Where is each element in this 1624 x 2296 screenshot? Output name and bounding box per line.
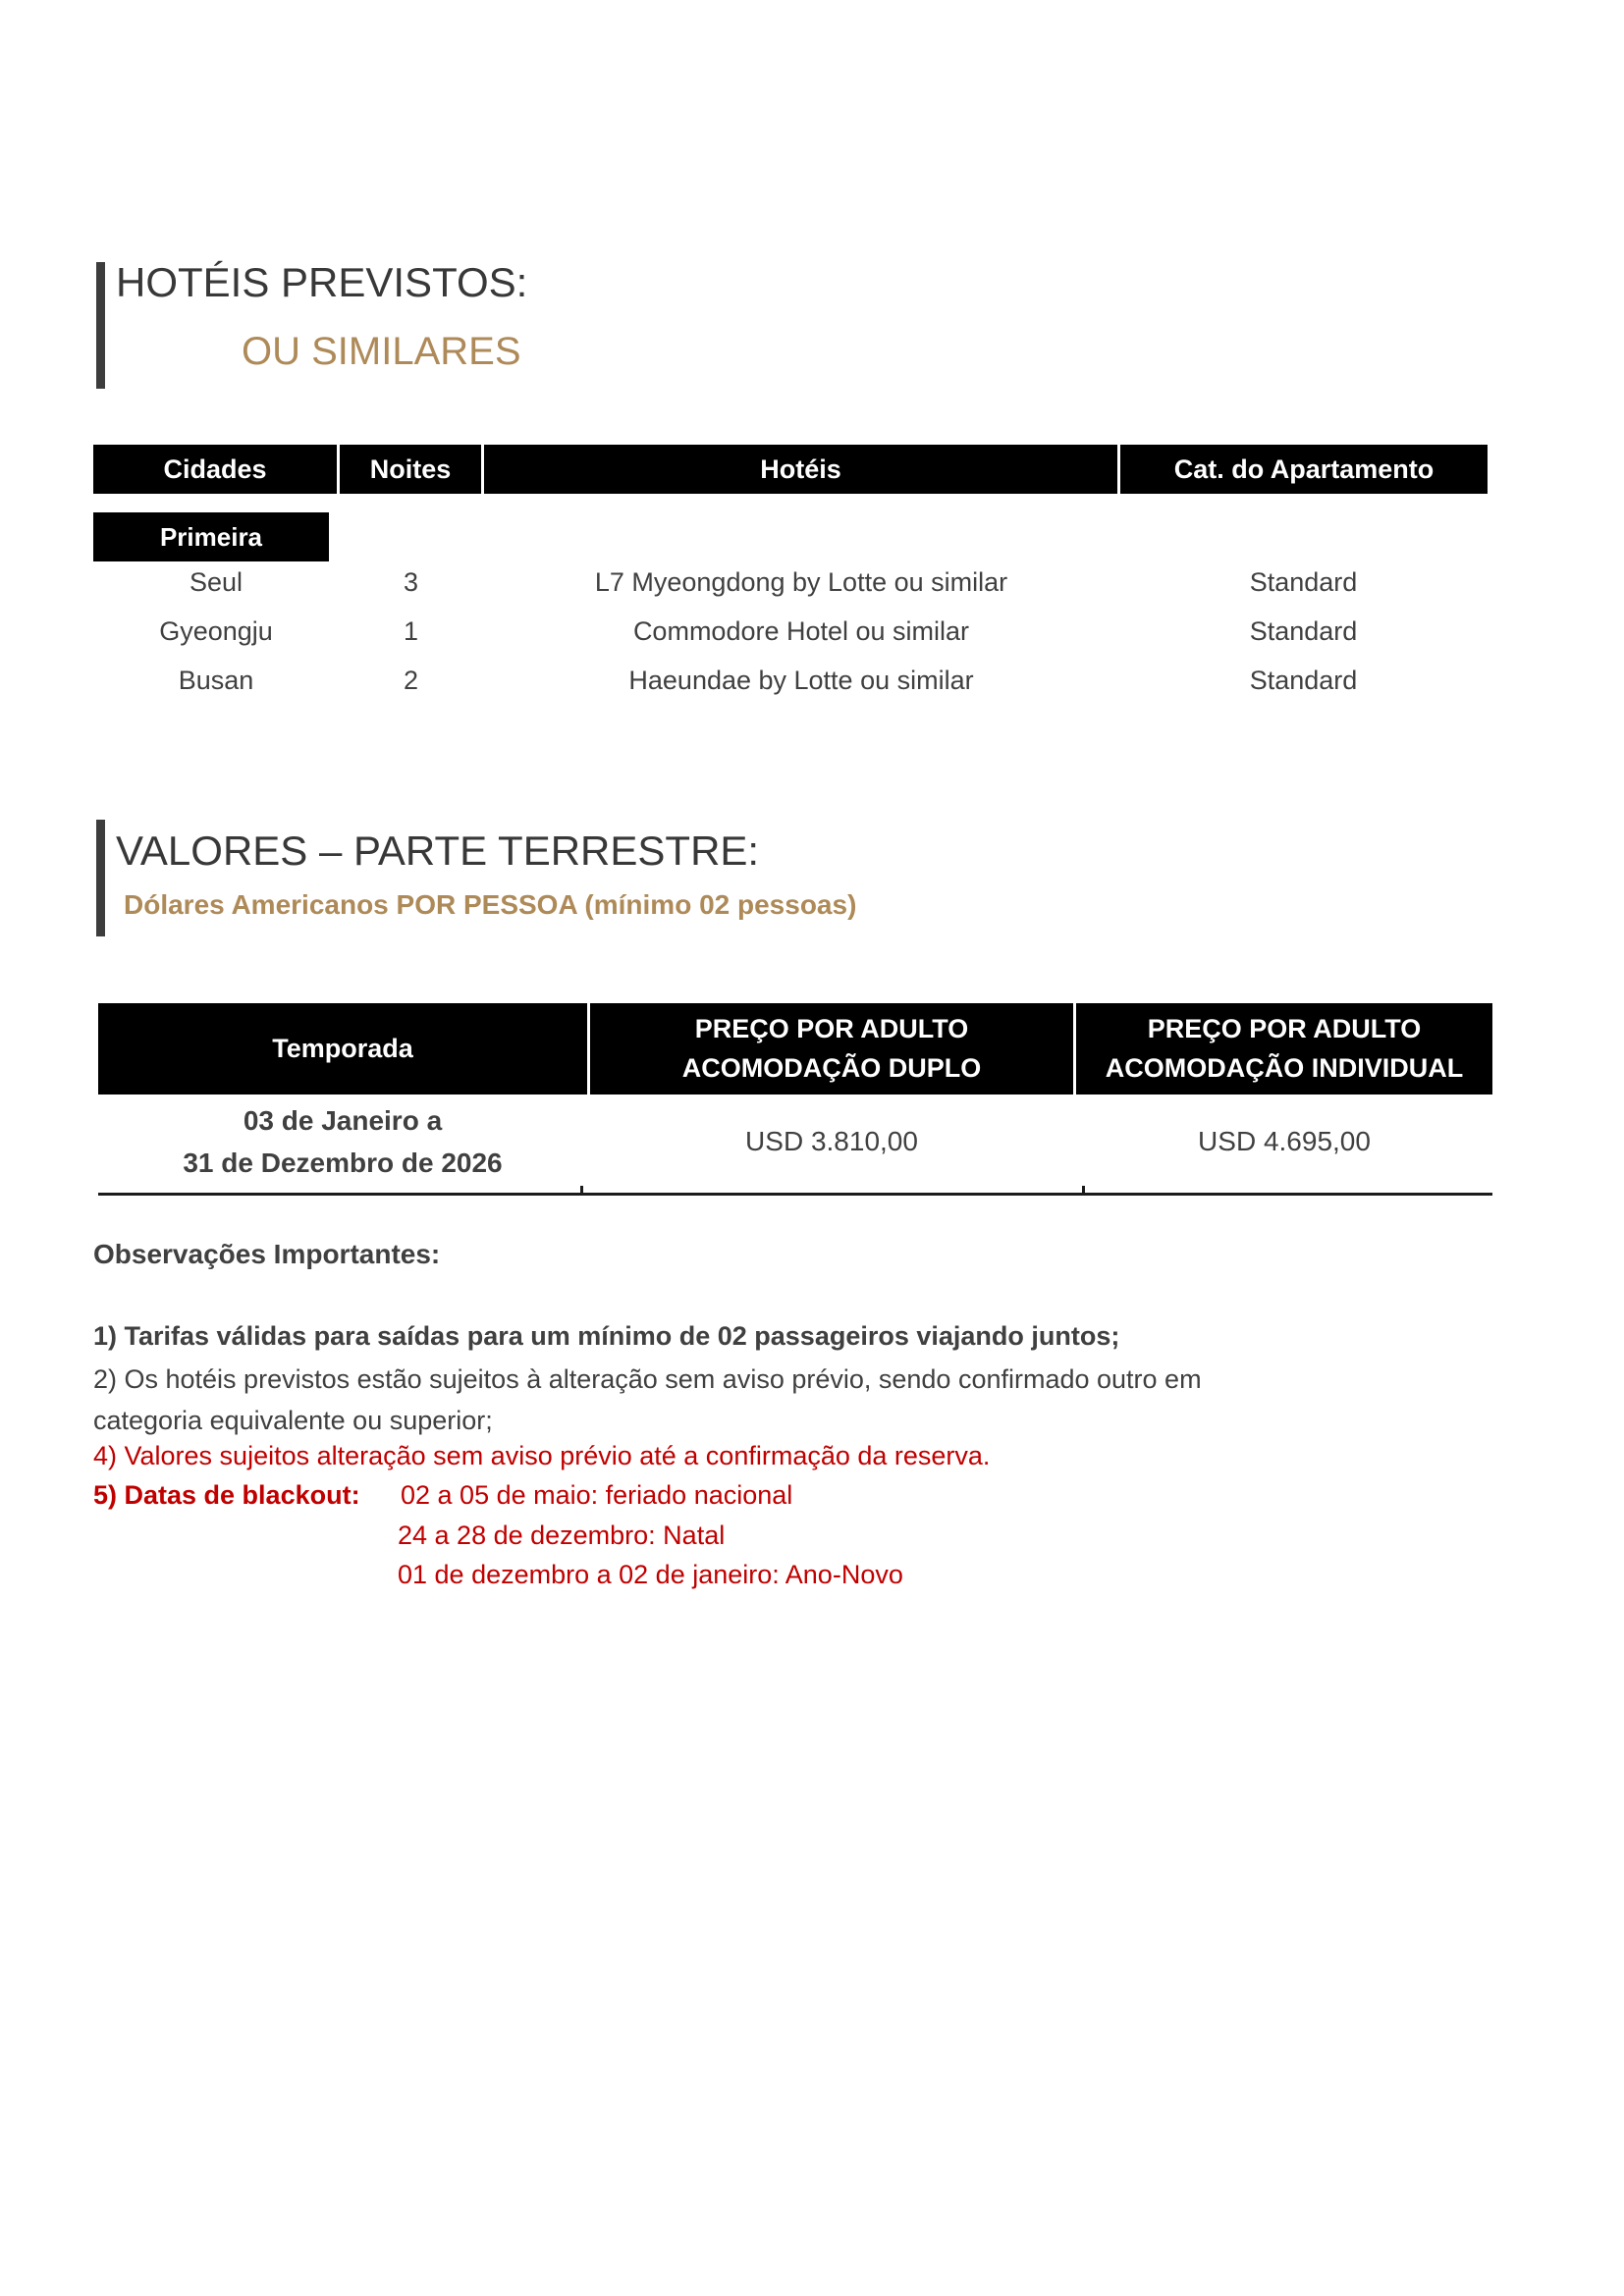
price-table-header-single [1076, 1003, 1492, 1095]
hotels-table-header-nights: Noites [340, 445, 481, 494]
price-table-header-double [590, 1003, 1073, 1095]
observation-item-4: 4) Valores sujeitos alteração sem aviso prévio até a confirmação da reserva. [93, 1441, 991, 1470]
hotels-table-header-cities: Cidades [93, 445, 337, 494]
season-header-label: Temporada [272, 1033, 413, 1063]
double-price-cell [590, 1093, 1073, 1191]
price-table-column-tick [1082, 1186, 1085, 1194]
section-accent-bar [96, 262, 105, 389]
hotel-class-band: Primeira [93, 512, 329, 561]
price-table-header-season [98, 1003, 587, 1095]
observation-item-2-line-2: categoria equivalente ou superior; [93, 1406, 493, 1435]
price-table-column-tick [580, 1186, 583, 1194]
hotels-table-header-hotels: Hotéis [484, 445, 1117, 494]
hotel-cell: Haeundae by Lotte ou similar [628, 665, 974, 695]
observations-heading: Observações Importantes: [93, 1239, 441, 1269]
double-header-line1: PREÇO POR ADULTO [694, 1014, 969, 1044]
observation-item-2-line-1: 2) Os hotéis previstos estão sujeitos à alteração sem aviso prévio, sendo confirmado outro em [93, 1364, 1202, 1394]
section-accent-bar [96, 820, 105, 936]
single-header-line2: ACOMODAÇÃO INDIVIDUAL [1105, 1052, 1464, 1083]
price-table-bottom-rule [98, 1193, 1492, 1196]
nights-cell: 3 [403, 566, 419, 597]
values-section-subtitle: Dólares Americanos POR PESSOA (mínimo 02 pessoas) [124, 889, 857, 920]
double-price-value: USD 3.810,00 [745, 1126, 918, 1157]
category-cell: Standard [1249, 615, 1358, 646]
category-cell: Standard [1249, 566, 1358, 597]
nights-cell: 1 [403, 615, 419, 646]
city-cell: Seul [189, 566, 244, 597]
category-cell: Standard [1249, 665, 1358, 695]
city-cell: Gyeongju [159, 615, 273, 646]
city-cell: Busan [178, 665, 254, 695]
blackout-dates-line-2: 24 a 28 de dezembro: Natal [398, 1521, 726, 1550]
observation-item-1: 1) Tarifas válidas para saídas para um mínimo de 02 passageiros viajando juntos; [93, 1321, 1120, 1351]
season-cell [98, 1093, 587, 1191]
blackout-dates-label: 5) Datas de blackout: [93, 1480, 360, 1510]
blackout-dates-line-3: 01 de dezembro a 02 de janeiro: Ano-Novo [398, 1560, 903, 1589]
single-price-cell [1076, 1093, 1492, 1191]
single-price-value: USD 4.695,00 [1198, 1126, 1371, 1157]
single-header-line1: PREÇO POR ADULTO [1147, 1014, 1422, 1044]
hotels-table-header-category: Cat. do Apartamento [1120, 445, 1488, 494]
values-section-title: VALORES – PARTE TERRESTRE: [116, 828, 760, 874]
hotels-section-title: HOTÉIS PREVISTOS: [116, 259, 528, 305]
hotels-section-subtitle: OU SIMILARES [242, 330, 521, 373]
blackout-dates-line-1: 02 a 05 de maio: feriado nacional [401, 1480, 793, 1510]
season-line1: 03 de Janeiro a [243, 1104, 443, 1136]
hotel-cell: Commodore Hotel ou similar [632, 615, 970, 646]
season-line2: 31 de Dezembro de 2026 [183, 1148, 503, 1178]
hotel-cell: L7 Myeongdong by Lotte ou similar [594, 566, 1008, 597]
nights-cell: 2 [403, 665, 419, 695]
double-header-line2: ACOMODAÇÃO DUPLO [681, 1052, 982, 1083]
